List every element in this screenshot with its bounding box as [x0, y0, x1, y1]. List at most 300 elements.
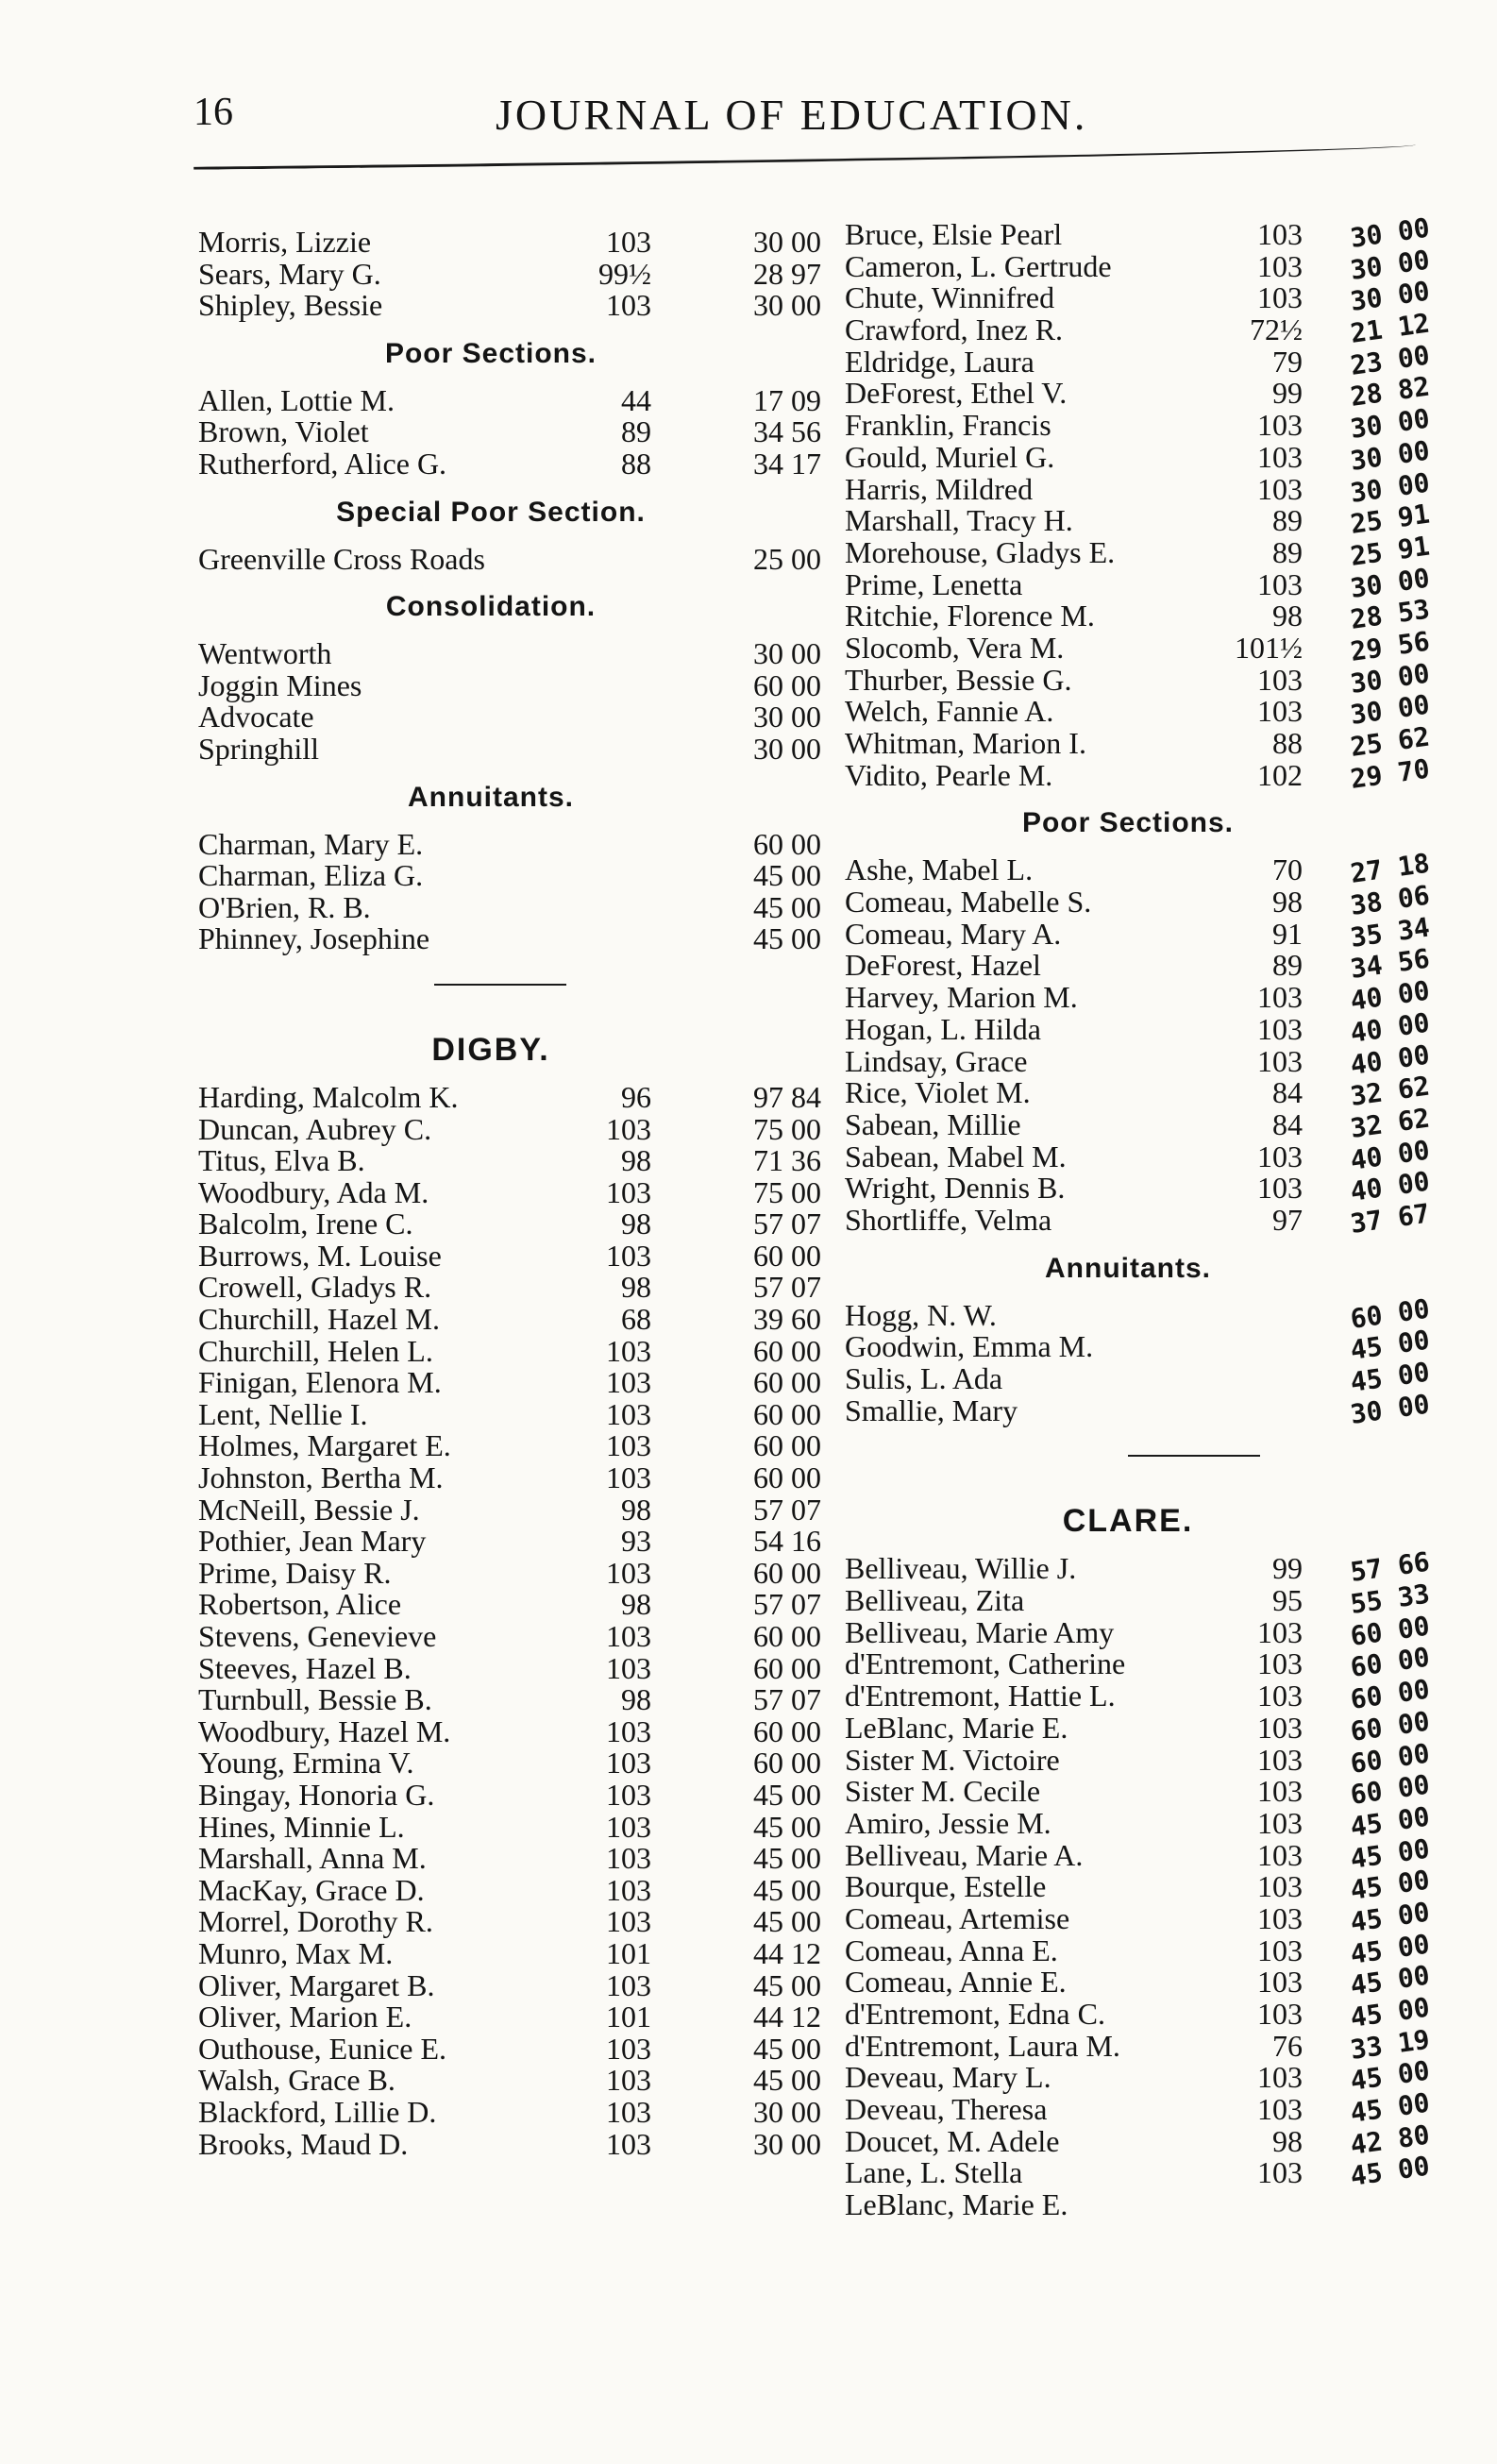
list-item — [198, 701, 821, 734]
entry-name: Prime, Daisy R. — [198, 1555, 392, 1590]
list-item — [845, 370, 1432, 413]
entry-days: 103 — [1257, 248, 1303, 283]
list-item — [198, 1396, 821, 1431]
list-item — [198, 1684, 821, 1716]
entry-days: 101 — [606, 1935, 651, 1970]
entry-amount: 40 00 — [1348, 1038, 1432, 1081]
entry-days: 103 — [606, 1904, 651, 1939]
list-item — [845, 1578, 1432, 1620]
entry-name: Chute, Winnifred — [845, 280, 1055, 315]
list-item — [845, 307, 1432, 349]
list-item — [198, 1208, 821, 1240]
entry-name: LeBlanc, Marie E. — [845, 2187, 1068, 2222]
entry-amount: 30 00 — [753, 2126, 821, 2161]
entry-name: Franklin, Francis — [845, 408, 1051, 443]
list-item — [198, 227, 821, 259]
heading-annuitants: Annuitants. — [408, 781, 574, 813]
list-item — [198, 1240, 821, 1273]
list-item — [198, 1462, 821, 1494]
entry-amount: 60 00 — [1348, 1610, 1432, 1652]
list-item — [198, 2094, 821, 2129]
entry-name: Churchill, Hazel M. — [198, 1302, 440, 1337]
entry-days: 103 — [606, 1365, 651, 1400]
list-item — [198, 1843, 821, 1875]
entry-name: Ashe, Mabel L. — [845, 852, 1034, 887]
entry-name: Hines, Minnie L. — [198, 1809, 405, 1844]
list-item — [198, 1809, 821, 1844]
entry-name: d'Entremont, Hattie L. — [845, 1679, 1116, 1713]
entry-days: 103 — [1257, 1011, 1303, 1046]
entry-days: 103 — [1257, 1139, 1303, 1173]
list-item — [845, 1006, 1432, 1049]
entry-name: Advocate — [198, 700, 314, 734]
entry-amount: 29 70 — [1348, 752, 1432, 795]
entry-amount: 57 07 — [753, 1270, 821, 1305]
entry-days: 103 — [1257, 1171, 1303, 1206]
entry-days: 98 — [1272, 599, 1303, 633]
entry-amount: 40 00 — [1348, 1134, 1432, 1176]
entry-days: 103 — [1257, 1774, 1303, 1809]
entry-name: Allen, Lottie M. — [198, 382, 395, 417]
entry-amount: 60 00 — [753, 1333, 821, 1368]
entry-days: 103 — [1257, 471, 1303, 506]
entry-days: 103 — [606, 1111, 651, 1146]
entry-days: 103 — [1257, 1932, 1303, 1967]
entry-days: 103 — [606, 1333, 651, 1368]
entry-name: Young, Ermina V. — [198, 1746, 414, 1780]
entry-days: 103 — [606, 1872, 651, 1907]
entry-days: 103 — [606, 2063, 651, 2098]
entry-days: 89 — [1272, 948, 1303, 983]
entry-amount: 34 56 — [1348, 942, 1432, 986]
list-item — [845, 1388, 1432, 1430]
entry-name: Whitman, Marion I. — [845, 726, 1086, 760]
entry-name: Doucet, M. Adele — [845, 2123, 1060, 2158]
entry-name: Slocomb, Vera M. — [845, 630, 1065, 665]
entry-days: 101½ — [1235, 630, 1303, 665]
entry-days: 76 — [1272, 2028, 1303, 2063]
list-item — [198, 1367, 821, 1399]
entry-days: 103 — [1257, 1043, 1303, 1078]
list-item — [845, 434, 1432, 477]
entry-name: Marshall, Tracy H. — [845, 503, 1073, 538]
entry-amount: 30 00 — [1348, 402, 1432, 446]
entry-name: Rutherford, Alice G. — [198, 446, 447, 481]
entry-name: Sears, Mary G. — [198, 256, 381, 291]
list-item — [845, 2118, 1432, 2161]
entry-amount: 29 56 — [1348, 625, 1432, 667]
entry-name: Bingay, Honoria G. — [198, 1777, 435, 1812]
entry-name: Blackford, Lillie D. — [198, 2094, 437, 2129]
list-item — [845, 339, 1432, 381]
entry-amount: 45 00 — [753, 1872, 821, 1907]
entry-name: Cameron, L. Gertrude — [845, 248, 1112, 283]
entry-amount: 45 00 — [753, 1967, 821, 2002]
list-item — [198, 923, 821, 955]
entry-name: Hogan, L. Hilda — [845, 1011, 1041, 1046]
entry-name: Brooks, Maud D. — [198, 2126, 409, 2161]
entry-amount: 30 00 — [753, 700, 821, 734]
entry-name: Sister M. Cecile — [845, 1774, 1041, 1809]
entry-name: Duncan, Aubrey C. — [198, 1111, 432, 1146]
entry-amount: 28 53 — [1348, 593, 1432, 636]
entry-amount: 25 91 — [1348, 530, 1432, 572]
list-item — [845, 1292, 1432, 1335]
list-top-rows — [198, 227, 821, 322]
entry-amount: 45 00 — [1348, 1991, 1432, 2034]
entry-name: Sabean, Millie — [845, 1106, 1021, 1141]
list-annuitants — [845, 1292, 1432, 1430]
entry-name: Hogg, N. W. — [845, 1297, 997, 1332]
entry-name: Comeau, Annie E. — [845, 1965, 1067, 2000]
heading-annuitants: Annuitants. — [1045, 1252, 1211, 1284]
entry-amount: 27 18 — [1348, 847, 1432, 890]
heading-poor-sections: Poor Sections. — [384, 337, 597, 369]
entry-name: Deveau, Mary L. — [845, 2060, 1051, 2095]
list-item — [845, 1768, 1432, 1812]
entry-amount: 75 00 — [753, 1111, 821, 1146]
entry-amount: 30 00 — [1348, 244, 1432, 286]
entry-amount: 45 00 — [1348, 1864, 1432, 1907]
list-item — [845, 1324, 1432, 1367]
right-column — [845, 211, 1432, 2222]
entry-days: 103 — [1257, 439, 1303, 474]
entry-name: d'Entremont, Laura M. — [845, 2028, 1120, 2063]
list-item — [845, 1102, 1432, 1144]
entry-name: Marshall, Anna M. — [198, 1841, 427, 1876]
entry-days: 103 — [606, 1809, 651, 1844]
entry-name: d'Entremont, Catherine — [845, 1646, 1126, 1681]
entry-name: Belliveau, Marie A. — [845, 1837, 1084, 1872]
entry-days: 103 — [606, 1841, 651, 1876]
list-item — [845, 1641, 1432, 1684]
list-item — [845, 688, 1432, 732]
entry-name: Bruce, Elsie Pearl — [845, 217, 1063, 251]
entry-days: 103 — [1257, 2092, 1303, 2127]
entry-name: Comeau, Mabelle S. — [845, 885, 1092, 920]
entry-amount: 45 00 — [1348, 2054, 1432, 2098]
entry-amount: 60 00 — [753, 1365, 821, 1400]
entry-name: Harding, Malcolm K. — [198, 1079, 459, 1114]
entry-name: Rice, Violet M. — [845, 1075, 1031, 1110]
entry-days: 103 — [1257, 566, 1303, 601]
list-item — [845, 847, 1432, 890]
entry-days: 103 — [606, 1428, 651, 1463]
entry-name: Lindsay, Grace — [845, 1043, 1028, 1078]
entry-name: Sabean, Mabel M. — [845, 1139, 1067, 1173]
list-item — [198, 1333, 821, 1368]
list-item — [845, 275, 1432, 318]
list-item — [845, 752, 1432, 795]
list-item — [845, 530, 1432, 572]
entry-days: 98 — [621, 1682, 651, 1717]
entry-amount: 34 56 — [753, 414, 821, 449]
section-divider — [845, 1426, 1430, 1490]
entry-days: 103 — [1257, 1869, 1303, 1904]
entry-days: 103 — [606, 1460, 651, 1495]
entry-days: 103 — [606, 1650, 651, 1685]
entry-days: 98 — [621, 1270, 651, 1305]
entry-amount: 57 66 — [1348, 1545, 1432, 1589]
entry-amount: 45 00 — [1348, 1896, 1432, 1938]
list-item — [845, 1545, 1432, 1589]
entry-amount: 60 00 — [753, 1746, 821, 1780]
entry-days: 99½ — [598, 256, 651, 291]
list-item — [845, 625, 1432, 667]
entry-name: Goodwin, Emma M. — [845, 1329, 1094, 1364]
entry-days: 89 — [1272, 503, 1303, 538]
entry-days: 103 — [1257, 408, 1303, 443]
entry-name: Comeau, Anna E. — [845, 1932, 1058, 1967]
entry-amount: 23 00 — [1348, 339, 1432, 381]
entry-amount: 60 00 — [1348, 1705, 1432, 1747]
heading-special-poor-section: Special Poor Section. — [336, 496, 646, 528]
entry-amount: 30 00 — [1348, 211, 1432, 254]
entry-days: 103 — [1257, 1965, 1303, 2000]
entry-name: Lent, Nellie I. — [198, 1396, 368, 1431]
entry-days: 98 — [1272, 885, 1303, 920]
entry-amount: 44 12 — [753, 2000, 821, 2034]
entry-amount: 37 67 — [1348, 1197, 1432, 1240]
entry-name: Harris, Mildred — [845, 471, 1034, 506]
entry-amount: 33 19 — [1348, 2023, 1432, 2066]
heading-clare: CLARE. — [1062, 1503, 1194, 1540]
entry-days: 103 — [606, 1746, 651, 1780]
entry-days: 98 — [621, 1143, 651, 1178]
entry-amount: 45 00 — [753, 1904, 821, 1939]
entry-days: 103 — [606, 1713, 651, 1748]
entry-name: Phinney, Josephine — [198, 921, 430, 956]
list-item — [845, 1070, 1432, 1113]
entry-amount: 45 00 — [753, 858, 821, 893]
entry-name: Lane, L. Stella — [845, 2155, 1023, 2190]
entry-days: 99 — [1272, 376, 1303, 411]
list-item — [845, 1832, 1432, 1875]
entry-name: Gould, Muriel G. — [845, 439, 1055, 474]
heading-consolidation: Consolidation. — [385, 591, 597, 623]
entry-name: Amiro, Jessie M. — [845, 1805, 1051, 1840]
entry-amount: 60 00 — [753, 1396, 821, 1431]
list-annuitants — [198, 826, 821, 956]
entry-name: Greenville Cross Roads — [198, 541, 485, 576]
list-item — [845, 1134, 1432, 1176]
entry-days: 103 — [1257, 1900, 1303, 1935]
list-consolidation — [198, 638, 821, 765]
list-item — [845, 1800, 1432, 1843]
entry-name: Titus, Elva B. — [198, 1143, 365, 1178]
entry-days: 96 — [621, 1079, 651, 1114]
list-item — [198, 1145, 821, 1177]
entry-amount: 30 00 — [753, 225, 821, 259]
list-item — [198, 1589, 821, 1621]
entry-days: 103 — [1257, 2155, 1303, 2190]
entry-days: 101 — [606, 2000, 651, 2034]
entry-name: Turnbull, Bessie B. — [198, 1682, 432, 1717]
list-item — [845, 1610, 1432, 1652]
entry-name: Vidito, Pearle M. — [845, 757, 1053, 792]
list-item — [198, 1906, 821, 1938]
entry-name: Finigan, Elenora M. — [198, 1365, 442, 1400]
entry-days: 88 — [1272, 726, 1303, 760]
section-divider — [198, 955, 821, 1019]
list-item — [198, 1967, 821, 2002]
left-column — [198, 227, 821, 2160]
list-item — [845, 211, 1432, 254]
entry-amount: 60 00 — [753, 1713, 821, 1748]
list-item — [198, 290, 821, 322]
entry-days: 84 — [1272, 1075, 1303, 1110]
heading-digby: DIGBY. — [431, 1031, 550, 1068]
list-item — [198, 826, 821, 861]
entry-amount: 40 00 — [1348, 1165, 1432, 1208]
entry-name: Bourque, Estelle — [845, 1869, 1047, 1904]
entry-amount: 57 07 — [753, 1207, 821, 1241]
entry-name: Churchill, Helen L. — [198, 1333, 433, 1368]
entry-days: 103 — [606, 2126, 651, 2161]
entry-amount: 30 00 — [1348, 688, 1432, 732]
list-item — [845, 498, 1432, 541]
page-header — [193, 90, 1147, 156]
entry-name: Holmes, Margaret E. — [198, 1428, 451, 1463]
entry-name: O'Brien, R. B. — [198, 889, 371, 924]
entry-name: Belliveau, Willie J. — [845, 1551, 1077, 1586]
entry-days: 98 — [621, 1207, 651, 1241]
entry-amount: 45 00 — [1348, 1959, 1432, 2002]
entry-name: Shipley, Bessie — [198, 288, 383, 323]
list-item — [198, 1272, 821, 1304]
entry-name: Walsh, Grace B. — [198, 2063, 395, 2098]
entry-days: 103 — [1257, 980, 1303, 1015]
entry-amount: 45 00 — [1348, 1324, 1432, 1367]
entry-name: Springhill — [198, 731, 320, 766]
entry-amount: 60 00 — [1348, 1292, 1432, 1335]
list-item — [845, 1896, 1432, 1938]
entry-days: 103 — [606, 1396, 651, 1431]
entry-amount: 21 12 — [1348, 307, 1432, 349]
entry-amount: 30 00 — [753, 636, 821, 671]
list-item — [198, 731, 821, 766]
entry-amount: 97 84 — [753, 1079, 821, 1114]
entry-amount: 32 62 — [1348, 1070, 1432, 1113]
entry-days: 103 — [1257, 1646, 1303, 1681]
entry-name: Charman, Mary E. — [198, 826, 424, 861]
list-item — [845, 2054, 1432, 2098]
entry-name: Charman, Eliza G. — [198, 858, 424, 893]
list-item — [845, 1928, 1432, 1970]
page-number: 16 — [193, 91, 233, 134]
entry-amount: 54 16 — [753, 1524, 821, 1559]
entry-name: Morris, Lizzie — [198, 225, 372, 259]
entry-amount: 60 00 — [753, 826, 821, 861]
entry-days: 103 — [1257, 2060, 1303, 2095]
entry-days: 103 — [606, 1967, 651, 2002]
entry-amount: 57 07 — [753, 1587, 821, 1622]
list-item — [845, 1673, 1432, 1716]
list-item — [845, 1864, 1432, 1907]
entry-name: Outhouse, Eunice E. — [198, 2031, 447, 2066]
entry-name: Woodbury, Hazel M. — [198, 1713, 451, 1748]
list-item — [845, 2189, 1430, 2221]
entry-days: 103 — [606, 1619, 651, 1653]
list-item — [845, 974, 1432, 1018]
entry-amount: 57 07 — [753, 1492, 821, 1527]
entry-amount: 60 00 — [753, 1650, 821, 1685]
entry-amount: 30 00 — [1348, 466, 1432, 509]
entry-amount: 25 00 — [753, 541, 821, 576]
entry-days: 103 — [606, 2031, 651, 2066]
list-poor-sections — [845, 847, 1432, 1240]
entry-amount: 25 62 — [1348, 720, 1432, 763]
entry-days: 98 — [1272, 2123, 1303, 2158]
entry-amount: 60 00 — [1348, 1641, 1432, 1684]
entry-name: Robertson, Alice — [198, 1587, 402, 1622]
entry-amount: 45 00 — [1348, 2086, 1432, 2129]
list-item — [845, 657, 1432, 700]
entry-amount: 30 00 — [1348, 1388, 1432, 1430]
list-item — [198, 256, 821, 291]
entry-name: Deveau, Theresa — [845, 2092, 1048, 2127]
list-item — [845, 2086, 1432, 2129]
list-item — [845, 1959, 1432, 2002]
list-item — [198, 1872, 821, 1907]
entry-amount: 60 00 — [753, 1555, 821, 1590]
entry-name: DeForest, Ethel V. — [845, 376, 1068, 411]
entry-amount: 45 00 — [1348, 1356, 1432, 1398]
list-item — [198, 1174, 821, 1209]
entry-amount: 75 00 — [753, 1174, 821, 1209]
entry-amount: 60 00 — [753, 1238, 821, 1273]
entry-amount: 60 00 — [1348, 1673, 1432, 1716]
entry-name: Crowell, Gladys R. — [198, 1270, 432, 1305]
entry-amount: 45 00 — [753, 2031, 821, 2066]
list-item — [198, 1747, 821, 1780]
entry-name: Brown, Violet — [198, 414, 369, 449]
list-item — [198, 1304, 821, 1336]
entry-days: 98 — [621, 1492, 651, 1527]
entry-name: Johnston, Bertha M. — [198, 1460, 444, 1495]
entry-days: 44 — [621, 382, 651, 417]
entry-amount: 60 00 — [753, 667, 821, 702]
entry-name: Sister M. Victoire — [845, 1742, 1060, 1777]
entry-days: 89 — [1272, 534, 1303, 569]
list-item — [198, 541, 821, 576]
list-item — [845, 402, 1432, 446]
list-item — [845, 1991, 1432, 2034]
list-item — [198, 2126, 821, 2161]
entry-name: Balcolm, Irene C. — [198, 1207, 413, 1241]
entry-amount: 45 00 — [1348, 1832, 1432, 1875]
entry-amount: 40 00 — [1348, 974, 1432, 1018]
list-item — [198, 1777, 821, 1812]
list-item — [198, 1555, 821, 1590]
entry-days: 88 — [621, 446, 651, 481]
entry-name: McNeill, Bessie J. — [198, 1492, 420, 1527]
entry-days: 103 — [1257, 1679, 1303, 1713]
entry-amount: 40 00 — [1348, 1006, 1432, 1049]
entry-name: Munro, Max M. — [198, 1935, 394, 1970]
list-item — [845, 720, 1432, 763]
entry-days: 91 — [1272, 916, 1303, 951]
entry-amount: 39 60 — [753, 1302, 821, 1337]
list-item — [198, 1621, 821, 1653]
entry-days: 103 — [1257, 1805, 1303, 1840]
heading-poor-sections: Poor Sections. — [1021, 807, 1235, 839]
entry-name: Belliveau, Marie Amy — [845, 1614, 1115, 1649]
entry-name: Morehouse, Gladys E. — [845, 534, 1116, 569]
entry-days: 103 — [1257, 280, 1303, 315]
list-item — [845, 2023, 1432, 2066]
list-item — [198, 889, 821, 924]
